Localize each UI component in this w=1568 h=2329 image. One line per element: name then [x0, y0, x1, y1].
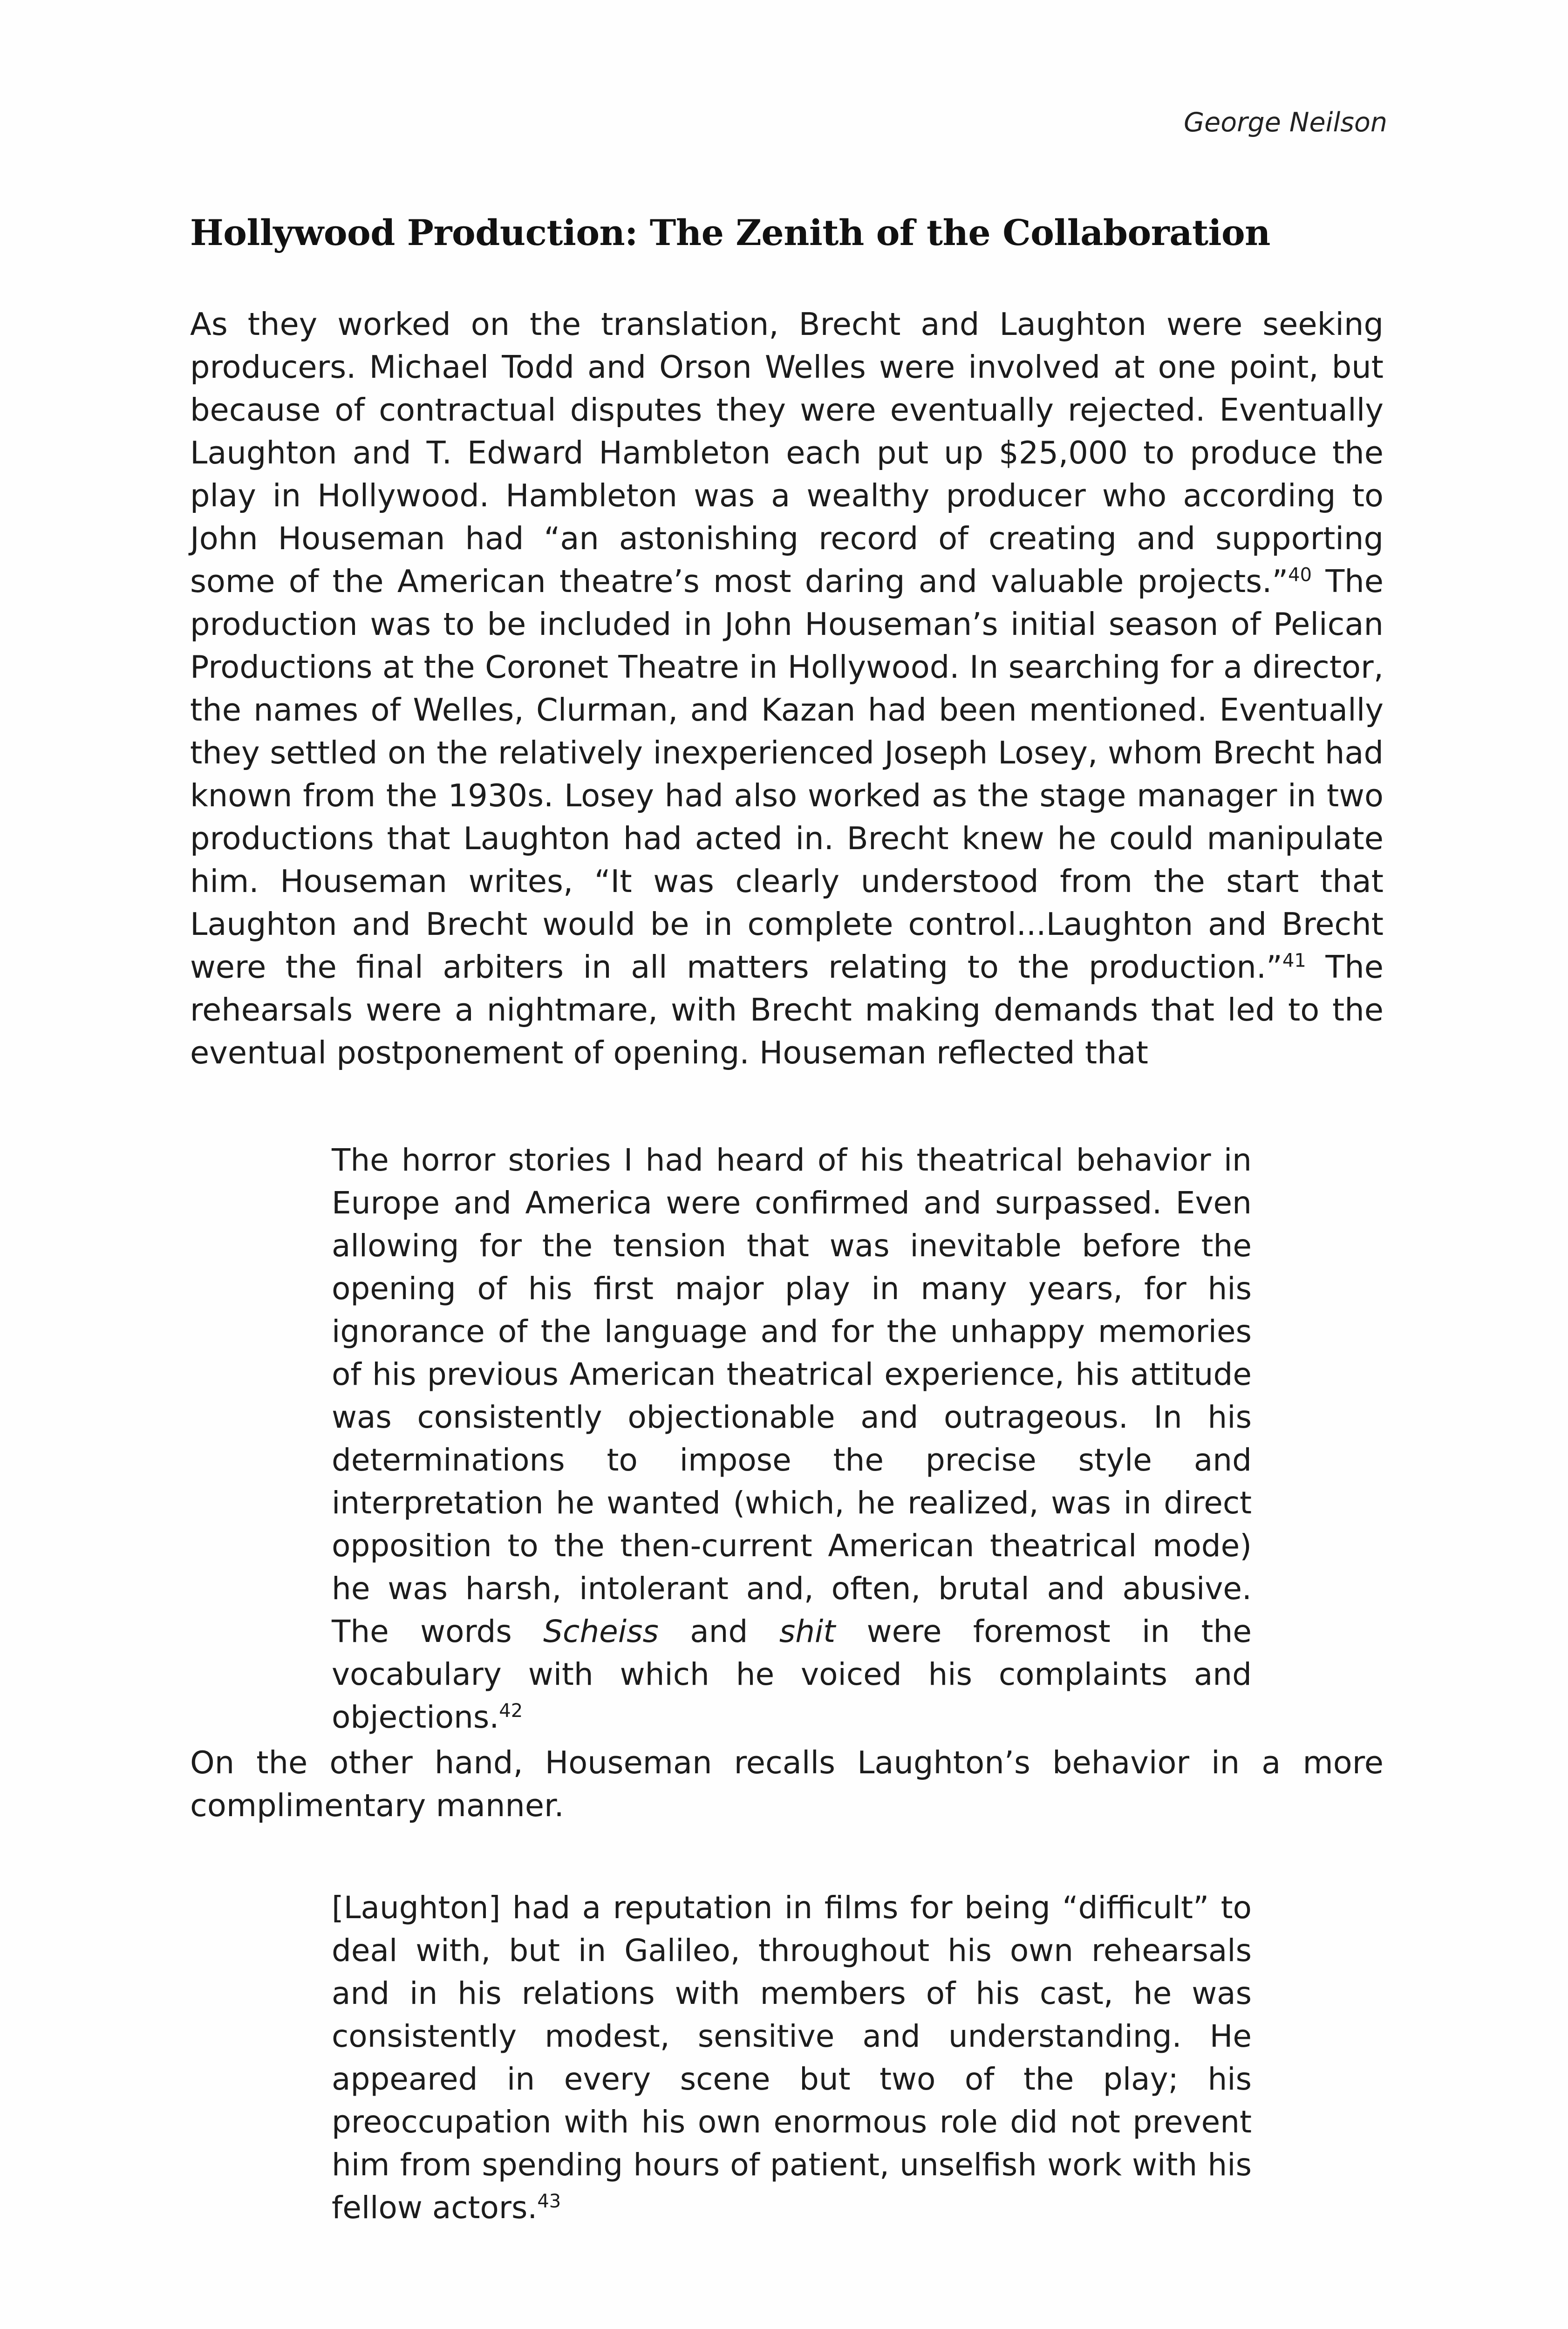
quote1-text-c: were foremost in the vocabulary with which he voiced his complaints and objections. — [332, 1614, 1252, 1735]
quote1-text-b: and — [658, 1614, 779, 1649]
footnote-ref-41: 41 — [1282, 950, 1306, 972]
section-heading: Hollywood Production: The Zenith of the Collaboration — [190, 212, 1270, 253]
para2-text: On the other hand, Houseman recalls Laughton’s behavior in a more complimentary manner. — [190, 1744, 1384, 1824]
quote2-text: [Laughton] had a reputation in films for being “difficult” to deal with, but in Galileo, throughout his own rehearsals and in his relations with members of his cast, he was consistently modest, sensitive and understanding. He appeared in every scene but two of the play; his preoccupation with his own enormous role did not prevent him from spending hours of patient, unselfish work with his fellow actors. — [332, 1890, 1252, 2226]
quote1-text-a: The horror stories I had heard of his theatrical behavior in Europe and America were confirmed and surpassed. Even allowing for the tension that was inevitable before the opening of his first major play in many years, for his ignorance of the language and for the unhappy memories of his previous American theatrical experience, his attitude was consistently objectionable and outrageous. In his determinations to impose the precise style and interpretation he wanted (which, he realized, was in direct opposition to the then-current American theatrical mode) he was harsh, intolerant and, often, brutal and abusive. The words — [332, 1142, 1252, 1649]
quote1-italic-shit: shit — [779, 1614, 836, 1649]
footnote-ref-42: 42 — [499, 1700, 523, 1722]
body-paragraph-2 — [190, 1741, 1384, 1827]
para1-text-c: The rehearsals were a nightmare, with Brecht making demands that led to the eventual postponement of opening. Houseman reflected that — [190, 949, 1384, 1071]
body-paragraph-1 — [190, 303, 1384, 1074]
para1-text-a: As they worked on the translation, Brecht and Laughton were seeking producers. Michael Todd and Orson Welles were involved at one point, but because of contractual disputes they were eventually rejected. Eventually Laughton and T. Edward Hambleton each put up $25,000 to produce the play in Hollywood. Hambleton was a wealthy producer who according to John Houseman had “an astonishing record of creating and supporting some of the American theatre’s most daring and valuable projects.” — [190, 306, 1384, 599]
para1-text-b: The production was to be included in John Houseman’s initial season of Pelican Productions at the Coronet Theatre in Hollywood. In searching for a director, the names of Welles, Clurman, and Kazan had been mentioned. Eventually they settled on the relatively inexperienced Joseph Losey, whom Brecht had known from the 1930s. Losey had also worked as the stage manager in two productions that Laughton had acted in. Brecht knew he could manipulate him. Houseman writes, “It was clearly understood from the start that Laughton and Brecht would be in complete control...Laughton and Brecht were the final arbiters in all matters relating to the production.” — [190, 563, 1384, 985]
block-quote-1 — [332, 1139, 1252, 1739]
footnote-ref-43: 43 — [537, 2191, 561, 2212]
quote1-italic-scheiss: Scheiss — [543, 1614, 659, 1649]
block-quote-2 — [332, 1886, 1252, 2229]
footnote-ref-40: 40 — [1288, 564, 1312, 586]
running-head-author: George Neilson — [1184, 107, 1387, 138]
